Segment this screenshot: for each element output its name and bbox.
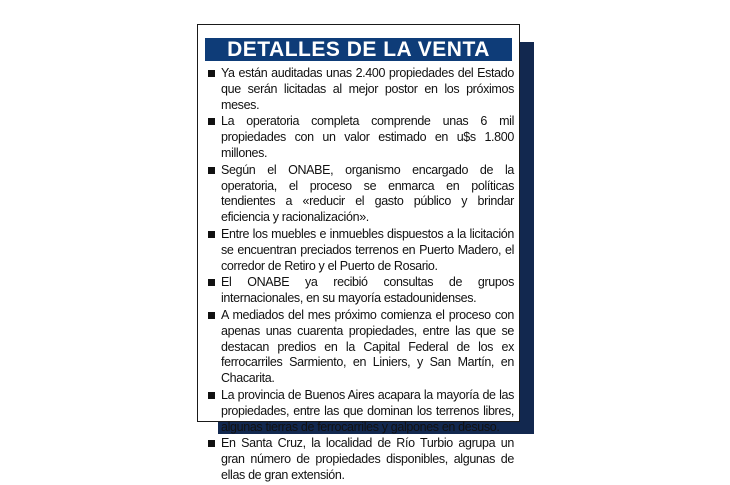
- list-item: [206, 66, 514, 113]
- square-bullet-icon: [208, 279, 215, 286]
- square-bullet-icon: [208, 118, 215, 125]
- list-item-text: La provincia de Buenos Aires acapara la mayoría de las propiedades, entre las que dominan los terrenos libres, algunas tierras de ferrocarriles y galpones en desuso.: [221, 387, 514, 434]
- list-item: [206, 388, 514, 435]
- list-item-text: A mediados del mes próximo comienza el proceso con apenas unas cuarenta propiedades, entre las que se destacan predios en la Capital Federal de los ex ferrocarriles Sarmiento, en Liniers, y San Martín, en Chacarita.: [221, 307, 514, 386]
- list-item: [206, 436, 514, 483]
- list-item-text: Ya están auditadas unas 2.400 propiedades del Estado que serán licitadas al mejor postor en los próximos meses.: [221, 66, 514, 112]
- square-bullet-icon: [208, 231, 215, 238]
- square-bullet-icon: [208, 392, 215, 399]
- info-box: [197, 24, 520, 482]
- list-item: [206, 114, 514, 161]
- list-item: [206, 227, 514, 274]
- list-item: [206, 163, 514, 226]
- bullet-list: [206, 66, 514, 485]
- list-item: [206, 275, 514, 307]
- square-bullet-icon: [208, 167, 215, 174]
- list-item-text: Según el ONABE, organismo encargado de la operatoria, el proceso se enmarca en políticas tendientes a «reducir el gasto público y brindar eficiencia y racionalización».: [221, 162, 514, 225]
- list-item-text: En Santa Cruz, la localidad de Río Turbio agrupa un gran número de propiedades disponibles, algunas de ellas de gran extensión.: [221, 436, 514, 482]
- square-bullet-icon: [208, 440, 215, 447]
- list-item-text: Entre los muebles e inmuebles dispuestos a la licitación se encuentran preciados terrenos en Puerto Madero, el corredor de Retiro y el Puerto de Rosario.: [221, 226, 514, 273]
- list-item-text: La operatoria completa comprende unas 6 mil propiedades con un valor estimado en u$s 1.800 millones.: [221, 114, 514, 160]
- square-bullet-icon: [208, 70, 215, 77]
- square-bullet-icon: [208, 312, 215, 319]
- list-item: [206, 308, 514, 387]
- list-item-text: El ONABE ya recibió consultas de grupos internacionales, en su mayoría estadounidenses.: [221, 275, 514, 306]
- box-title: DETALLES DE LA VENTA: [205, 38, 512, 61]
